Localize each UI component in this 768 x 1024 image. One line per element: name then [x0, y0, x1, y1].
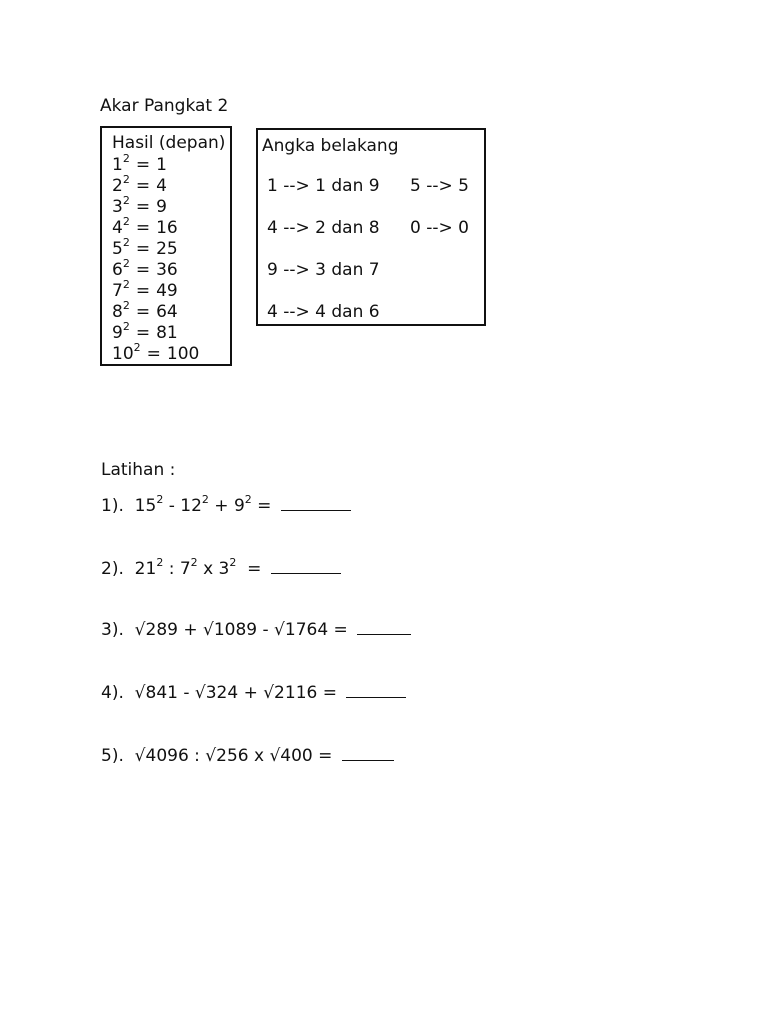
hasil-box	[100, 126, 232, 366]
angka-right-row: 5 --> 5	[410, 176, 469, 196]
square-exponent: 2	[122, 278, 130, 292]
square-result: 64	[156, 302, 178, 322]
exercise-expression: √289 + √1089 - √1764 =	[134, 620, 348, 640]
exercise-number: 5).	[101, 746, 124, 766]
square-base: 1	[112, 155, 123, 175]
square-row	[112, 278, 178, 301]
exercise-number: 4).	[101, 683, 124, 703]
equals-sign: =	[135, 218, 151, 238]
exercise-term: + 9	[208, 496, 245, 516]
square-exponent: 2	[122, 236, 130, 250]
angka-left-row: 1 --> 1 dan 9	[267, 176, 380, 196]
exercise-number: 2).	[101, 559, 124, 579]
square-exponent: 2	[122, 173, 130, 187]
exercise-term: =	[251, 496, 272, 516]
exercise-term: 21	[134, 559, 157, 579]
square-base: 4	[112, 218, 123, 238]
equals-sign: =	[135, 239, 151, 259]
square-base: 7	[112, 281, 123, 301]
latihan-label: Latihan :	[101, 460, 176, 480]
hasil-box-title: Hasil (depan)	[112, 133, 226, 153]
square-result: 1	[156, 155, 167, 175]
answer-blank[interactable]	[346, 683, 406, 698]
exercise-term: x 3	[197, 559, 230, 579]
equals-sign: =	[135, 323, 151, 343]
angka-right-row: 0 --> 0	[410, 218, 469, 238]
answer-blank[interactable]	[281, 496, 351, 511]
equals-sign: =	[135, 155, 151, 175]
square-row	[112, 173, 167, 196]
angka-box-title: Angka belakang	[262, 136, 399, 156]
square-exponent: 2	[122, 215, 130, 229]
exercise-2	[101, 556, 341, 579]
square-result: 16	[156, 218, 178, 238]
square-result: 49	[156, 281, 178, 301]
exercise-term: 15	[134, 496, 157, 516]
exercise-4	[101, 683, 406, 703]
square-result: 25	[156, 239, 178, 259]
equals-sign: =	[135, 197, 151, 217]
square-base: 9	[112, 323, 123, 343]
exercise-5	[101, 746, 394, 766]
square-row	[112, 299, 178, 322]
angka-left-row: 9 --> 3 dan 7	[267, 260, 380, 280]
equals-sign: =	[135, 302, 151, 322]
square-row	[112, 236, 178, 259]
square-result: 9	[156, 197, 167, 217]
exponent: 2	[156, 493, 164, 507]
answer-blank[interactable]	[342, 746, 394, 761]
square-exponent: 2	[133, 341, 141, 355]
square-exponent: 2	[122, 257, 130, 271]
equals-sign: =	[146, 344, 161, 364]
square-row	[112, 320, 178, 343]
exercise-number: 3).	[101, 620, 124, 640]
square-base: 5	[112, 239, 123, 259]
exponent: 2	[190, 556, 198, 570]
square-exponent: 2	[122, 152, 130, 166]
answer-blank[interactable]	[357, 620, 411, 635]
square-base: 3	[112, 197, 123, 217]
angka-left-row: 4 --> 4 dan 6	[267, 302, 380, 322]
exponent: 2	[201, 493, 209, 507]
square-base: 8	[112, 302, 123, 322]
square-exponent: 2	[122, 299, 130, 313]
exercise-1	[101, 493, 351, 516]
square-base: 6	[112, 260, 123, 280]
exercise-number: 1).	[101, 496, 124, 516]
square-row	[112, 215, 178, 238]
square-base: 10	[112, 344, 134, 364]
square-exponent: 2	[122, 320, 130, 334]
exercise-3	[101, 620, 411, 640]
equals-sign: =	[135, 281, 151, 301]
exercise-term: =	[236, 559, 262, 579]
square-row	[112, 194, 167, 217]
angka-left-row: 4 --> 2 dan 8	[267, 218, 380, 238]
angka-belakang-box	[256, 128, 486, 326]
exponent: 2	[244, 493, 252, 507]
square-base: 2	[112, 176, 123, 196]
equals-sign: =	[135, 260, 151, 280]
answer-blank[interactable]	[271, 559, 341, 574]
exercise-term: : 7	[163, 559, 191, 579]
square-row	[112, 257, 178, 280]
square-result: 81	[156, 323, 178, 343]
exercise-expression: √841 - √324 + √2116 =	[134, 683, 337, 703]
page-heading: Akar Pangkat 2	[100, 96, 229, 116]
square-result: 36	[156, 260, 178, 280]
square-result: 4	[156, 176, 167, 196]
exponent: 2	[156, 556, 164, 570]
exercise-expression: √4096 : √256 x √400 =	[134, 746, 333, 766]
square-exponent: 2	[122, 194, 130, 208]
square-result: 100	[166, 344, 200, 364]
exponent: 2	[229, 556, 237, 570]
square-row	[112, 152, 167, 175]
equals-sign: =	[135, 176, 151, 196]
exercise-term: - 12	[163, 496, 202, 516]
square-row	[112, 341, 200, 364]
